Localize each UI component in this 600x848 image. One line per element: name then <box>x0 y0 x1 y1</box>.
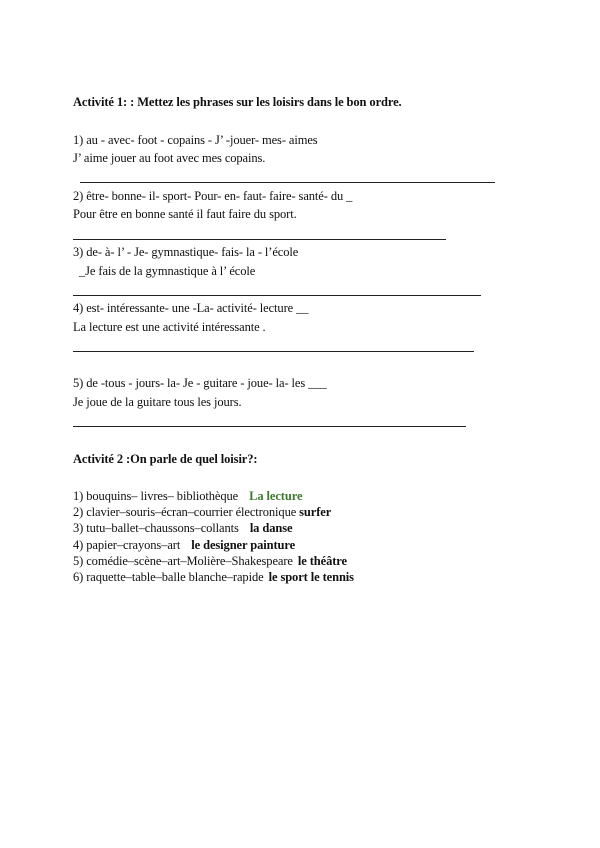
activity2-item-3 <box>73 521 292 536</box>
activity1-answer-3: _Je fais de la gymnastique à l’ école <box>79 264 256 278</box>
activity2-answer-5: le théâtre <box>297 554 347 568</box>
activity2-clue-6: 6) raquette–table–balle blanche–rapide <box>73 570 264 584</box>
activity1-prompt-3: 3) de- à- l’ - Je- gymnastique- fais- la - l’école <box>73 245 299 259</box>
activity2-clue-3: 3) tutu–ballet–chaussons–collants <box>73 521 239 535</box>
activity2-item-2 <box>73 505 331 520</box>
activity2-item-4 <box>73 538 295 553</box>
activity2-answer-6: le sport le tennis <box>268 570 354 584</box>
activity2-item-6 <box>73 570 354 585</box>
activity1-title-rest: : Mettez les phrases sur les loisirs dans le bon ordre. <box>127 95 402 109</box>
activity1-answer-1: J’ aime jouer au foot avec mes copains. <box>73 151 266 165</box>
activity2-clue-5: 5) comédie–scène–art–Molière–Shakespeare <box>73 554 293 568</box>
activity2-item-1 <box>73 489 302 504</box>
answer-line-5 <box>73 426 466 427</box>
activity2-answer-1: La lecture <box>249 489 303 503</box>
activity1-prompt-4: 4) est- intéressante- une -La- activité- lecture __ <box>73 301 309 315</box>
activity2-clue-2: 2) clavier–souris–écran–courrier électronique <box>73 505 297 519</box>
activity2-item-5 <box>73 554 347 569</box>
answer-line-3 <box>73 295 481 296</box>
activity1-prompt-1: 1) au - avec- foot - copains - J’ -jouer- mes- aimes <box>73 133 318 147</box>
answer-line-2 <box>73 239 446 240</box>
activity1-answer-2: Pour être en bonne santé il faut faire du sport. <box>73 207 297 221</box>
activity1-title-label: Activité 1: <box>73 95 128 109</box>
activity1-prompt-2: 2) être- bonne- il- sport- Pour- en- faut- faire- santé- du _ <box>73 189 353 203</box>
answer-line-1 <box>80 182 495 183</box>
activity2-title: Activité 2 :On parle de quel loisir?: <box>73 452 258 466</box>
activity2-clue-1: 1) bouquins– livres– bibliothèque <box>73 489 239 503</box>
activity1-answer-5: Je joue de la guitare tous les jours. <box>73 395 242 409</box>
activity2-clue-4: 4) papier–crayons–art <box>73 538 181 552</box>
activity1-title <box>73 95 402 110</box>
answer-line-4 <box>73 351 474 352</box>
activity2-answer-2: surfer <box>299 505 332 519</box>
activity2-answer-3: la danse <box>249 521 293 535</box>
activity1-prompt-5: 5) de -tous - jours- la- Je - guitare - joue- la- les ___ <box>73 376 327 390</box>
activity1-answer-4: La lecture est une activité intéressante . <box>73 320 266 334</box>
activity2-answer-4: le designer painture <box>191 538 296 552</box>
